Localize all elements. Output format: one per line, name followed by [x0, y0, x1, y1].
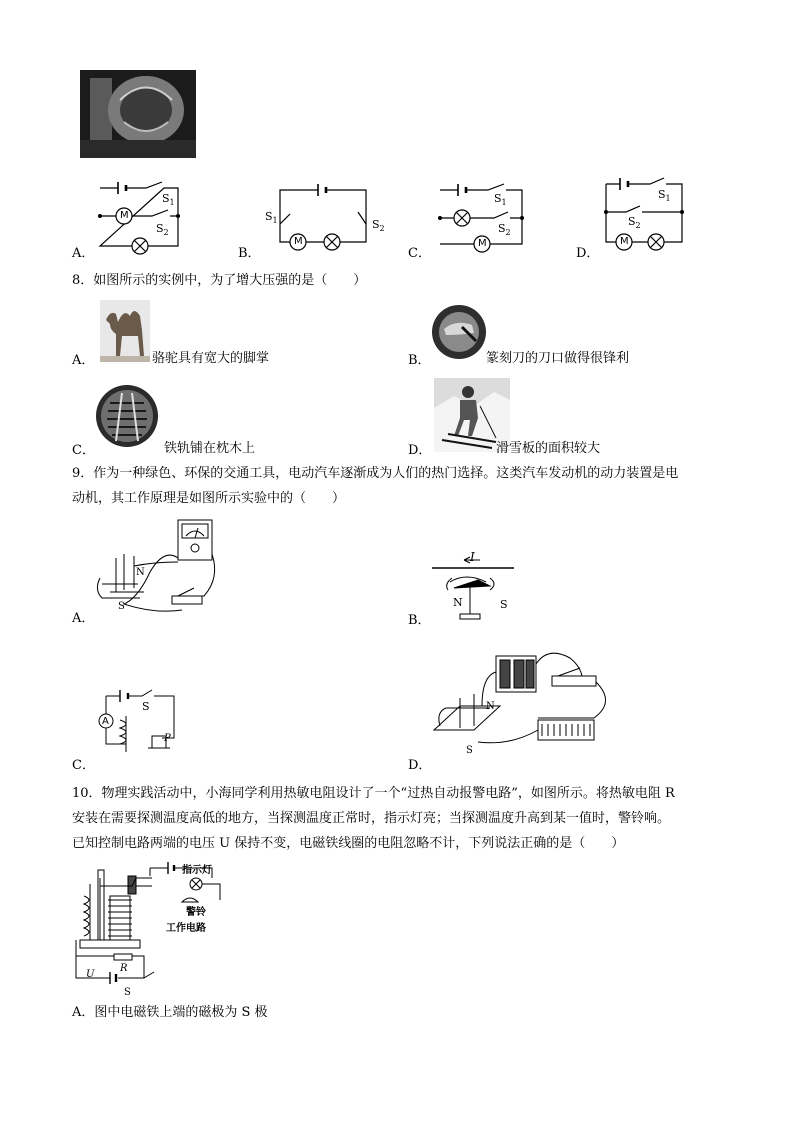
q7-b-s2-letter: S — [372, 218, 380, 231]
q8-option-b-text: 篆刻刀的刀口做得很锋利 — [486, 351, 630, 366]
q8-option-a-letter: A． — [72, 353, 95, 368]
q7-option-b[interactable]: B． — [238, 246, 261, 261]
q7-d-motor: M — [620, 236, 629, 247]
q7-c-s1-letter: S — [494, 192, 502, 205]
q7-d-s1 — [658, 186, 671, 208]
q7-c-s2-sub: 2 — [505, 228, 511, 238]
q10-work-circuit-label: 工作电路 — [166, 923, 206, 934]
q7-c-s2 — [498, 220, 511, 242]
q9-stem-line2: 动机，其工作原理是如图所示实验中的（ ） — [72, 491, 346, 506]
q7-b-s1-letter: S — [265, 210, 273, 223]
q10-stem-line1: 10．物理实践活动中，小海同学利用热敏电阻设计了一个“过热自动报警电路”，如图所示。将热敏电阻 R — [72, 786, 675, 801]
q8-option-c-letter: C． — [72, 443, 95, 458]
q10-stem-line2: 安装在需要探测温度高低的地方，当探测温度正常时，指示灯亮；当探测温度升高到某一值时，警铃响。 — [72, 811, 671, 826]
q7-a-s2-sub: 2 — [163, 228, 169, 238]
q7-c-motor: M — [478, 238, 487, 249]
q10-option-a[interactable]: A．图中电磁铁上端的磁极为 S 极 — [72, 1005, 268, 1020]
q7-d-s2-letter: S — [628, 215, 636, 228]
q9-option-b[interactable]: B． — [408, 613, 431, 628]
q7-d-s2 — [628, 213, 641, 235]
q7-b-s1 — [265, 208, 278, 230]
q7-a-s2 — [156, 220, 169, 242]
q8-option-b[interactable] — [408, 352, 431, 370]
q10-figure — [70, 856, 250, 996]
q7-d-s1-sub: 1 — [665, 194, 671, 204]
q7-a-s2-letter: S — [156, 222, 164, 235]
q9-c-ammeter: A — [102, 716, 109, 727]
camel-image — [100, 300, 150, 362]
q9-b-s: S — [500, 598, 508, 611]
carving-knife-image — [432, 305, 486, 359]
q7-circuit-d — [604, 176, 694, 256]
q7-a-s1-letter: S — [162, 192, 170, 205]
q7-b-s2-sub: 2 — [379, 224, 385, 234]
q7-d-s2-sub: 2 — [635, 221, 641, 231]
q7-b-motor: M — [294, 236, 303, 247]
q8-option-b-letter: B． — [408, 353, 431, 368]
q7-c-s2-letter: S — [498, 222, 506, 235]
q10-s-label: S — [124, 987, 131, 998]
q10-lamp-label: 指示灯 — [182, 865, 212, 876]
q7-d-s1-letter: S — [658, 188, 666, 201]
q9-option-d[interactable]: D． — [408, 758, 432, 773]
q8-option-d-letter: D． — [408, 443, 432, 458]
q8-option-d-text: 滑雪板的面积较大 — [496, 441, 601, 456]
q7-circuit-c — [438, 180, 548, 260]
q8-option-a-text: 骆驼具有宽大的脚掌 — [152, 351, 270, 366]
q9-b-i: I — [470, 550, 475, 564]
q8-option-c[interactable] — [72, 442, 95, 460]
q10-u-label: U — [86, 969, 95, 980]
q9-fig-a — [94, 518, 224, 618]
railway-image — [96, 385, 158, 447]
q7-a-motor: M — [120, 210, 129, 221]
q10-r-label: R — [120, 963, 128, 974]
q7-option-a[interactable]: A． — [72, 246, 95, 261]
q9-fig-d — [430, 646, 614, 758]
q8-option-c-text: 铁轨铺在枕木上 — [164, 441, 256, 456]
q10-bell-label: 警铃 — [186, 907, 206, 918]
q9-option-a[interactable]: A． — [72, 611, 95, 626]
q9-fig-c — [96, 686, 186, 756]
q9-d-n: N — [486, 701, 495, 712]
q7-c-s1 — [494, 190, 507, 212]
q7-c-s1-sub: 1 — [501, 198, 507, 208]
q9-a-s: S — [118, 601, 125, 612]
q10-stem-line3: 已知控制电路两端的电压 U 保持不变，电磁铁线圈的电阻忽略不计，下列说法正确的是（ ） — [72, 836, 625, 851]
q9-c-p: P — [164, 733, 171, 744]
q9-b-n: N — [453, 596, 463, 609]
q9-a-n: N — [136, 567, 145, 578]
q8-stem: 8．如图所示的实例中，为了增大压强的是（ ） — [72, 273, 367, 288]
q9-stem-line1: 9．作为一种绿色、环保的交通工具，电动汽车逐渐成为人们的热门选择。这类汽车发动机的动力装置是电 — [72, 466, 679, 481]
q8-option-d[interactable] — [408, 442, 431, 460]
q7-circuit-b — [268, 184, 378, 254]
q7-option-d[interactable]: D． — [576, 246, 600, 261]
q9-option-c[interactable]: C． — [72, 758, 95, 773]
q7-b-s1-sub: 1 — [272, 216, 278, 226]
q7-a-s1 — [162, 190, 175, 212]
q7-b-s2 — [372, 216, 385, 238]
q9-c-s: S — [142, 700, 150, 713]
q7-a-s1-sub: 1 — [169, 198, 175, 208]
q7-circuit-a — [96, 178, 206, 258]
q7-option-c[interactable]: C． — [408, 246, 431, 261]
q9-d-s: S — [466, 745, 473, 756]
q7-photo — [80, 70, 196, 158]
q8-option-a[interactable] — [72, 352, 94, 370]
